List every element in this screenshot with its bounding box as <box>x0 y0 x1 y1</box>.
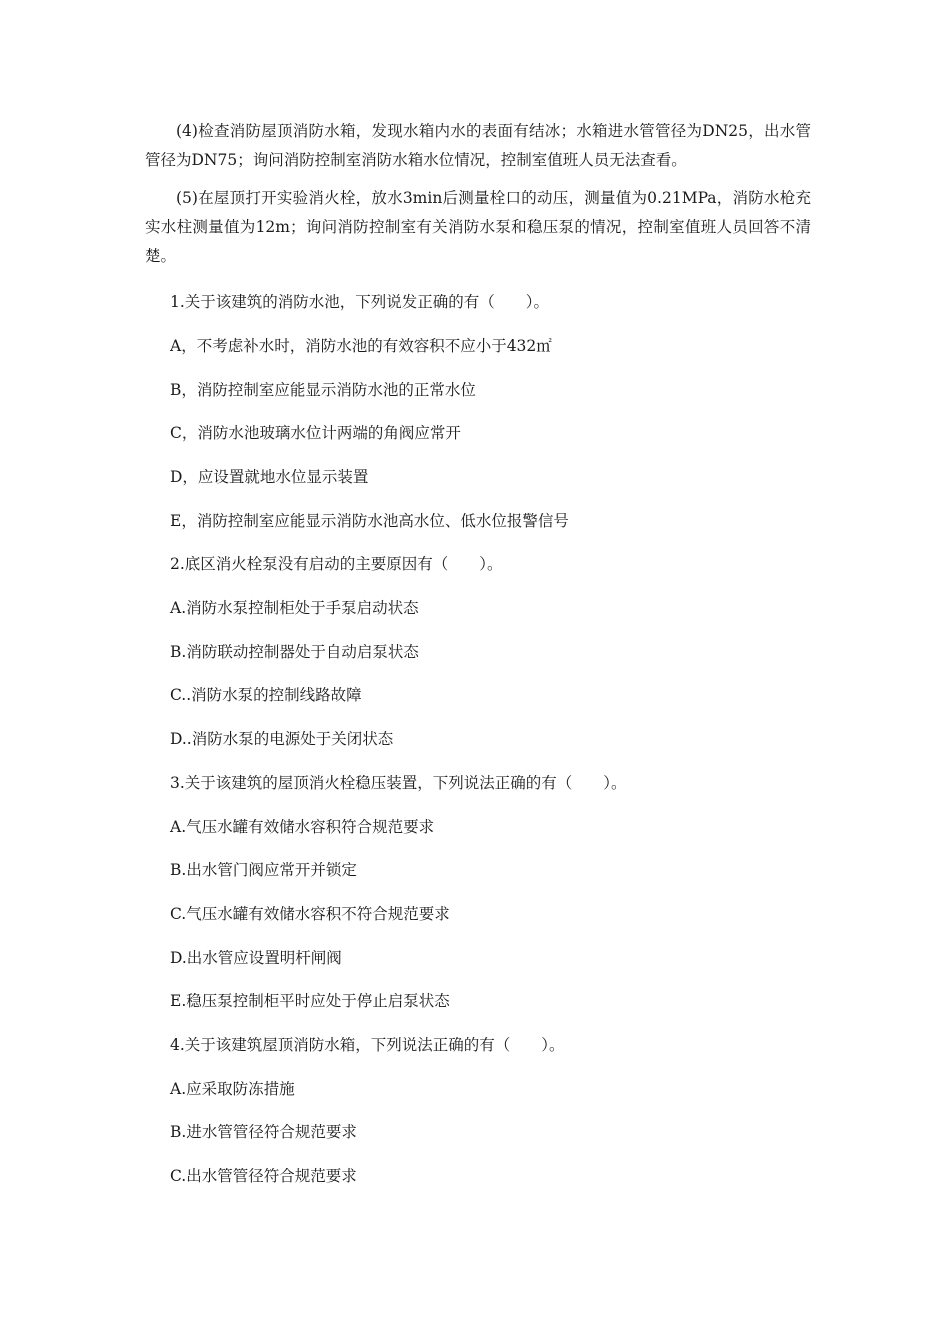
question-1-option-a: A，不考虑补水时，消防水池的有效容积不应小于432㎡ <box>170 337 552 355</box>
question-3-option-b: B.出水管门阀应常开并锁定 <box>170 861 357 879</box>
question-2-option-a: A.消防水泵控制柜处于手泵启动状态 <box>170 599 419 617</box>
question-1-option-b: B，消防控制室应能显示消防水池的正常水位 <box>170 381 476 399</box>
question-2-option-c: C..消防水泵的控制线路故障 <box>170 686 362 704</box>
question-1-option-c: C，消防水池玻璃水位计两端的角阀应常开 <box>170 424 461 442</box>
question-3-option-c: C.气压水罐有效储水容积不符合规范要求 <box>170 905 450 923</box>
question-3-option-e: E.稳压泵控制柜平时应处于停止启泵状态 <box>170 992 450 1010</box>
question-1-option-d: D，应设置就地水位显示装置 <box>170 468 369 486</box>
question-3-option-a: A.气压水罐有效储水容积符合规范要求 <box>170 818 435 836</box>
question-1-option-e: E，消防控制室应能显示消防水池高水位、低水位报警信号 <box>170 512 569 530</box>
question-2-option-b: B.消防联动控制器处于自动启泵状态 <box>170 643 419 661</box>
question-3-stem: 3.关于该建筑的屋顶消火栓稳压装置，下列说法正确的有（ ）。 <box>170 774 627 792</box>
question-4-option-a: A.应采取防冻措施 <box>170 1080 295 1098</box>
question-2-stem: 2.底区消火栓泵没有启动的主要原因有（ ）。 <box>170 555 503 573</box>
question-4-option-c: C.出水管管径符合规范要求 <box>170 1167 357 1185</box>
paragraph-item-4: (4)检查消防屋顶消防水箱，发现水箱内水的表面有结冰；水箱进水管管径为DN25，出水管管径为DN75；询问消防控制室消防水箱水位情况，控制室值班人员无法查看。 <box>145 122 811 169</box>
question-4-option-b: B.进水管管径符合规范要求 <box>170 1123 357 1141</box>
question-1-stem: 1.关于该建筑的消防水池，下列说发正确的有（ ）。 <box>170 293 550 311</box>
question-2-option-d: D..消防水泵的电源处于关闭状态 <box>170 730 394 748</box>
question-4-stem: 4.关于该建筑屋顶消防水箱，下列说法正确的有（ ）。 <box>170 1036 565 1054</box>
paragraph-item-5: (5)在屋顶打开实验消火栓，放水3min后测量栓口的动压，测量值为0.21MPa，消防水枪充实水柱测量值为12m；询问消防控制室有关消防水泵和稳压泵的情况，控制室值班人员回答不清楚。 <box>145 189 811 265</box>
question-3-option-d: D.出水管应设置明杆闸阀 <box>170 949 342 967</box>
